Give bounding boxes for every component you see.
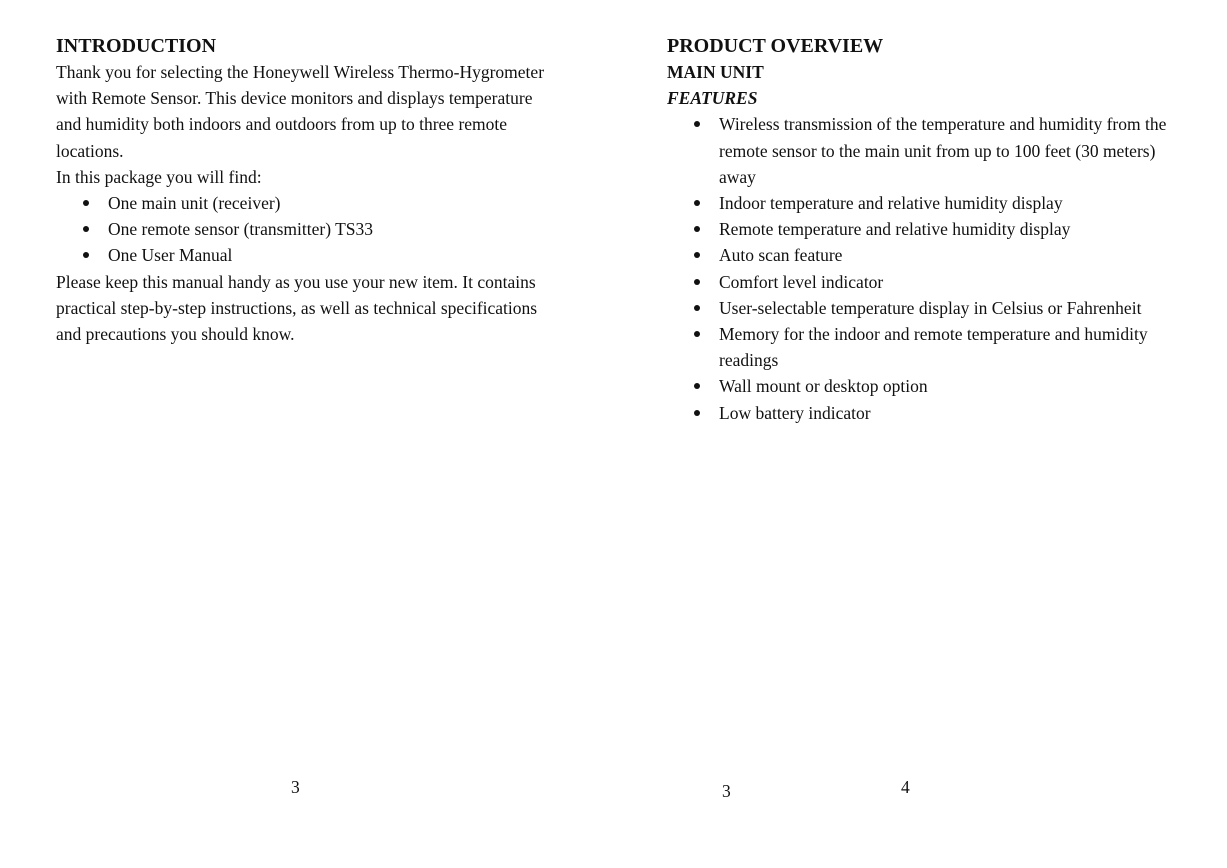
- features-label: FEATURES: [667, 88, 758, 109]
- product-overview-heading: PRODUCT OVERVIEW: [667, 35, 884, 57]
- bullet-icon: [694, 305, 700, 311]
- list-item: Wall mount or desktop option: [667, 373, 1187, 399]
- intro-paragraph: Thank you for selecting the Honeywell Wireless Thermo-Hygrometer with Remote Sensor. This device monitors and displays temperature and humidity both indoors and outdoors from up to three remote locations.: [56, 62, 545, 161]
- bullet-icon: [694, 252, 700, 258]
- list-item: One main unit (receiver): [56, 190, 556, 216]
- list-item: One remote sensor (transmitter) TS33: [56, 216, 556, 242]
- list-item: Wireless transmission of the temperature and humidity from the remote sensor to the main unit from up to 100 feet (30 meters) away: [667, 111, 1187, 190]
- stray-page-number: 3: [722, 781, 731, 801]
- list-item: Memory for the indoor and remote temperature and humidity readings: [667, 321, 1187, 373]
- bullet-icon: [694, 279, 700, 285]
- introduction-body: [56, 59, 556, 347]
- bullet-icon: [694, 226, 700, 232]
- bullet-icon: [694, 200, 700, 206]
- bullet-icon: [83, 226, 89, 232]
- list-item: Comfort level indicator: [667, 269, 1187, 295]
- package-lead: In this package you will find:: [56, 166, 262, 187]
- bullet-icon: [694, 410, 700, 416]
- list-item: Indoor temperature and relative humidity display: [667, 190, 1187, 216]
- bullet-icon: [694, 121, 700, 127]
- main-unit-subheading: MAIN UNIT: [667, 62, 764, 82]
- list-item: User-selectable temperature display in Celsius or Fahrenheit: [667, 295, 1187, 321]
- list-item: Auto scan feature: [667, 242, 1187, 268]
- list-item: Remote temperature and relative humidity display: [667, 216, 1187, 242]
- page-number: 3: [291, 777, 300, 797]
- closing-paragraph: Please keep this manual handy as you use your new item. It contains practical step-by-step instructions, as well as technical specifications and precautions you should know.: [56, 271, 538, 345]
- bullet-icon: [694, 383, 700, 389]
- page-number: 4: [901, 777, 910, 797]
- bullet-icon: [83, 252, 89, 258]
- features-list: [667, 111, 1187, 425]
- product-overview-body: [667, 59, 1187, 426]
- list-item: Low battery indicator: [667, 400, 1187, 426]
- bullet-icon: [83, 200, 89, 206]
- package-contents-list: [56, 190, 556, 269]
- list-item: One User Manual: [56, 242, 556, 268]
- introduction-heading: INTRODUCTION: [56, 35, 217, 57]
- bullet-icon: [694, 331, 700, 337]
